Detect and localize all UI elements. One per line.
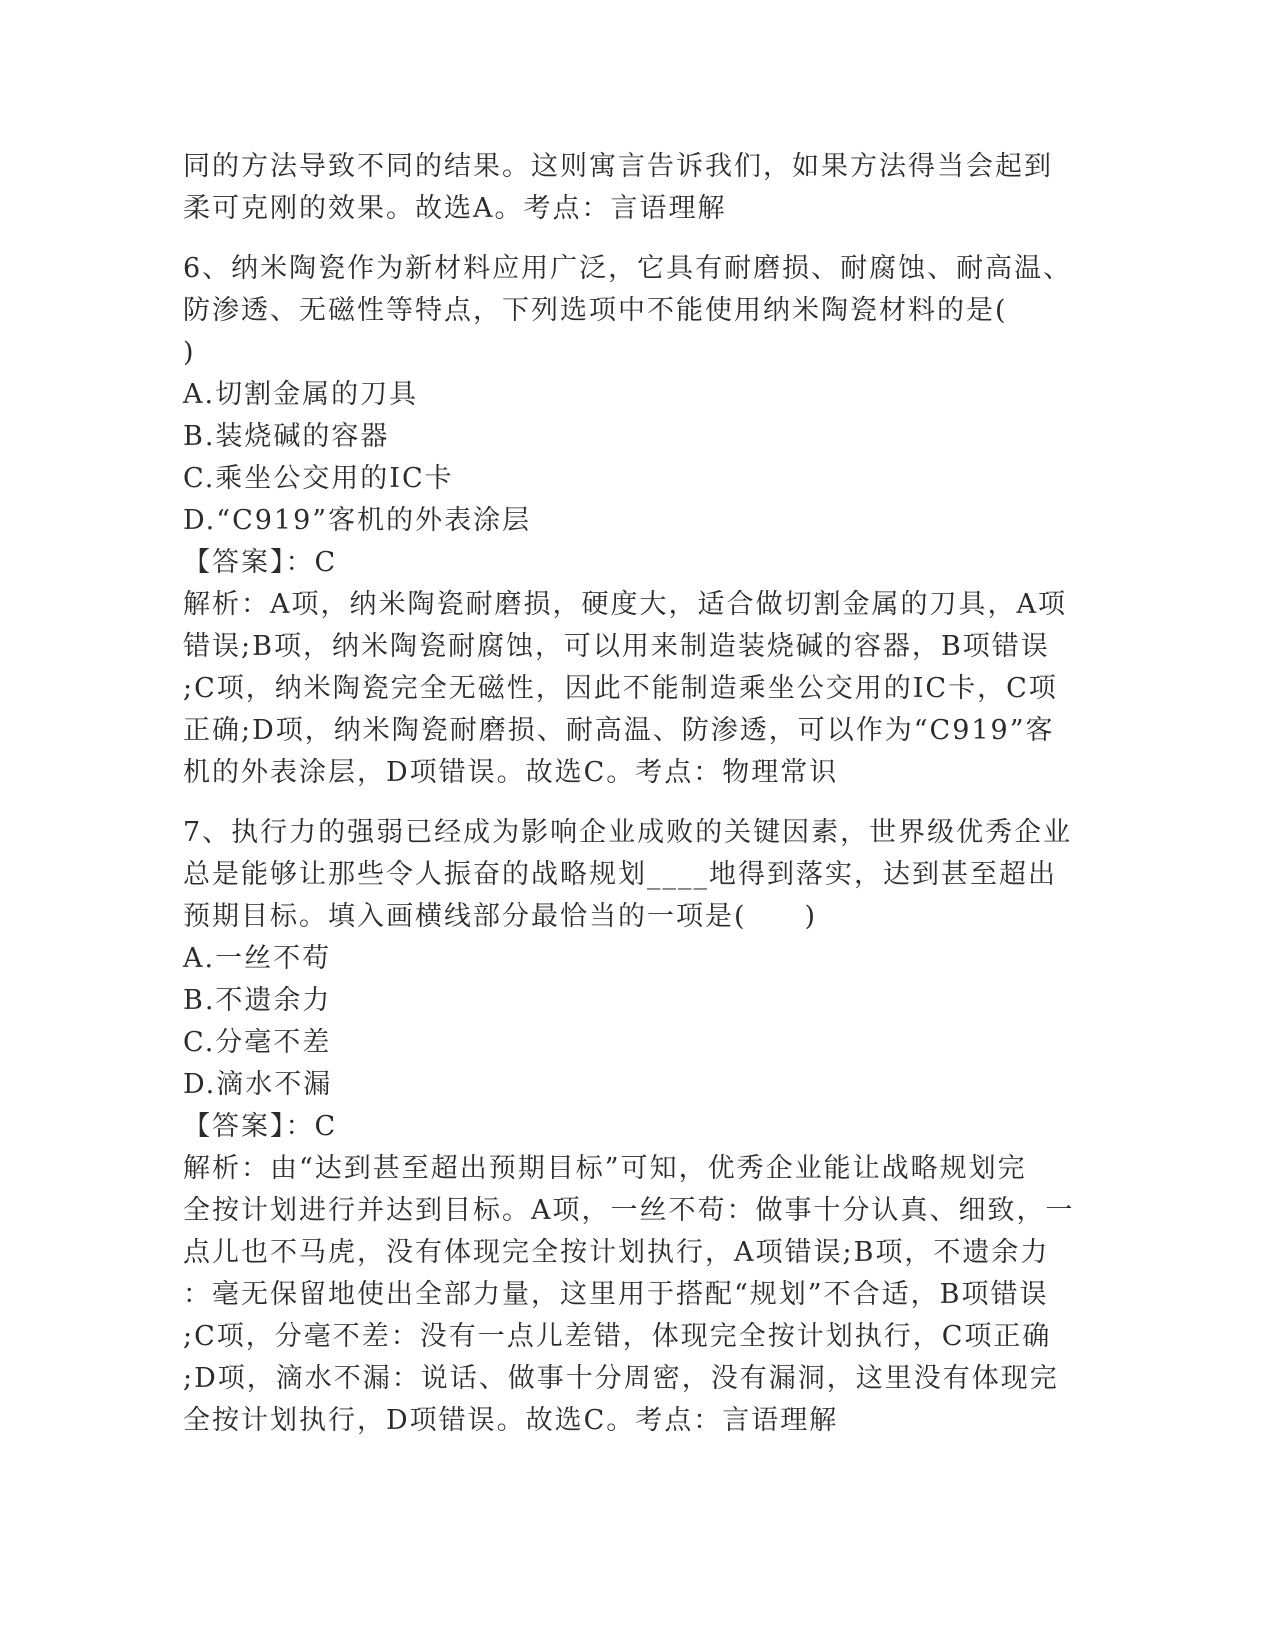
text-line: 柔可克刚的效果。故选A。考点：言语理解 [183, 193, 727, 224]
option-d: D.“C919”客机的外表涂层 [183, 505, 532, 536]
text-line: 全按计划进行并达到目标。A项，一丝不苟：做事十分认真、细致，一 [183, 1195, 1075, 1226]
option-list [183, 938, 1063, 1106]
option-d: D.滴水不漏 [183, 1069, 333, 1100]
answer-label: 【答案】：C [183, 1111, 338, 1142]
text-line: 点儿也不马虎，没有体现完全按计划执行，A项错误;B项，不遗余力 [183, 1237, 1050, 1268]
text-line: 正确;D项，纳米陶瓷耐磨损、耐高温、防渗透，可以作为“C919”客 [183, 715, 1055, 746]
analysis [183, 1148, 1075, 1442]
text-line: 6、纳米陶瓷作为新材料应用广泛，它具有耐磨损、耐腐蚀、耐高温、 [183, 253, 1073, 284]
text-line: ：毫无保留地使出全部力量，这里用于搭配“规划”不合适，B项错误 [183, 1279, 1049, 1310]
analysis [183, 584, 1067, 794]
text-line: 总是能够让那些令人振奋的战略规划____地得到落实，达到甚至超出 [183, 859, 1057, 890]
question-6 [183, 248, 1073, 794]
answer-label: 【答案】：C [183, 547, 338, 578]
question-stem [183, 812, 1073, 938]
option-c: C.乘坐公交用的IC卡 [183, 463, 454, 494]
document-page [183, 146, 1075, 1442]
option-a: A.切割金属的刀具 [183, 379, 419, 410]
option-a: A.一丝不苟 [183, 943, 332, 974]
text-line: 解析：由“达到甚至超出预期目标”可知，优秀企业能让战略规划完 [183, 1153, 1027, 1184]
intro-paragraph [183, 146, 1063, 230]
option-list [183, 374, 1063, 542]
text-line: 解析：A项，纳米陶瓷耐磨损，硬度大，适合做切割金属的刀具，A项 [183, 589, 1067, 620]
question-7 [183, 812, 1075, 1442]
paragraph-gap [183, 794, 1063, 812]
text-line: ;C项，分毫不差：没有一点儿差错，体现完全按计划执行，C项正确 [183, 1321, 1052, 1352]
text-line: ;C项，纳米陶瓷完全无磁性，因此不能制造乘坐公交用的IC卡，C项 [183, 673, 1058, 704]
option-c: C.分毫不差 [183, 1027, 332, 1058]
paragraph-gap [183, 230, 1063, 248]
text-line: 预期目标。填入画横线部分最恰当的一项是( ) [183, 901, 818, 932]
text-line: ;D项，滴水不漏：说话、做事十分周密，没有漏洞，这里没有体现完 [183, 1363, 1059, 1394]
text-line: 防渗透、无磁性等特点，下列选项中不能使用纳米陶瓷材料的是( [183, 295, 1008, 326]
option-b: B.不遗余力 [183, 985, 332, 1016]
text-line: 同的方法导致不同的结果。这则寓言告诉我们，如果方法得当会起到 [183, 151, 1053, 182]
text-line: 机的外表涂层，D项错误。故选C。考点：物理常识 [183, 757, 839, 788]
text-line: ) [183, 337, 196, 368]
text-line: 错误;B项，纳米陶瓷耐腐蚀，可以用来制造装烧碱的容器，B项错误 [183, 631, 1050, 662]
text-line: 全按计划执行，D项错误。故选C。考点：言语理解 [183, 1405, 839, 1436]
text-line: 7、执行力的强弱已经成为影响企业成败的关键因素，世界级优秀企业 [183, 817, 1073, 848]
option-b: B.装烧碱的容器 [183, 421, 390, 452]
question-stem [183, 248, 1073, 374]
